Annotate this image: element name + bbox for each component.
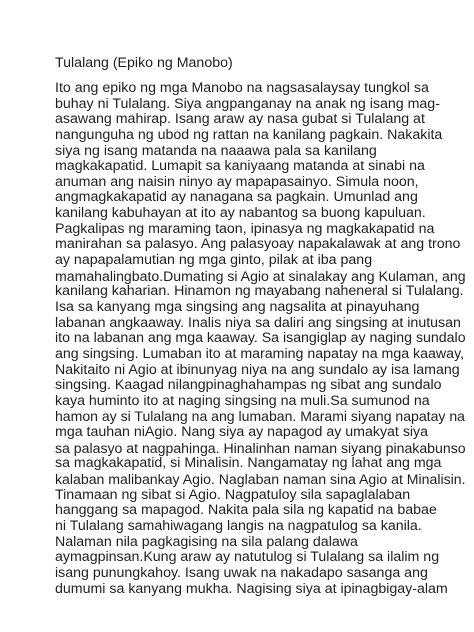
text-line: asawang mahirap. Isang araw ay nasa gubat si Tulalang at xyxy=(55,111,425,128)
text-line: kaya huminto ito at naging singsing na muli.Sa sumunod na xyxy=(55,392,430,409)
text-line: ni Tulalang samahiwagang langis na nagpatulog sa kanila. xyxy=(55,517,422,534)
text-line: kanilang kaharian. Hinamon ng mayabang naheneral si Tulalang. xyxy=(55,283,464,300)
text-line: kanilang kabuhayan at ito ay nabantog sa buong kapuluan. xyxy=(55,205,426,222)
text-line: mamahalingbato.Dumating si Agio at sinalakay ang Kulaman, ang xyxy=(55,267,466,284)
text-line: siya ng isang matanda na naaawa pala sa kanilang xyxy=(55,142,377,159)
text-line: Pagkalipas ng maraming taon, ipinasya ng magkakapatid na xyxy=(55,220,435,237)
text-line: nangunguha ng ubod ng rattan na kanilang pagkain. Nakakita xyxy=(55,126,443,143)
text-line: mga tauhan niAgio. Nang siya ay napagod ay umakyat siya xyxy=(55,424,429,441)
text-line: Nalaman nila pagkagising na sila palang dalawa xyxy=(55,533,358,550)
text-line: kalaban malibankay Agio. Naglaban naman sina Agio at Minalisin. xyxy=(55,471,466,488)
text-line: sa magkakapatid, si Minalisin. Nangamatay ng lahat ang mga xyxy=(55,455,442,472)
document-body xyxy=(55,81,465,597)
text-line: Ito ang epiko ng mga Manobo na nagsasalaysay tungkol sa xyxy=(55,80,429,96)
text-line: magkakapatid. Lumapit sa kaniyaang matanda at sinabi na xyxy=(55,158,425,175)
text-line: singsing. Kaagad nilangpinaghahampas ng sibat ang sundalo xyxy=(55,377,442,394)
text-line: isang punungkahoy. Isang uwak na nakadapo sasanga ang xyxy=(55,564,428,581)
text-line: hanggang sa mapagod. Nakita pala sila ng kapatid na babae xyxy=(55,502,437,519)
text-line: ito na labanan ang mga kaaway. Sa isangiglap ay naging sundalo xyxy=(55,330,466,347)
text-line: anuman ang naisin ninyo ay mapapasainyo. Simula noon, xyxy=(55,173,419,190)
text-line: ang singsing. Lumaban ito at maraming napatay na mga kaaway, xyxy=(55,345,465,362)
text-line: Isa sa kanyang mga singsing ang nagsalita at pinayuhang xyxy=(55,298,420,315)
text-line: hamon ay si Tulalang na ang lumaban. Marami siyang napatay na xyxy=(55,408,465,425)
text-line: sa palasyo at nagpahinga. Hinalinhan naman siyang pinakabunso xyxy=(55,439,466,456)
document-title: Tulalang (Epiko ng Manobo) xyxy=(55,55,233,71)
text-line: ay napapalamutian ng mga ginto, pilak at iba pang xyxy=(55,252,373,269)
text-line: manirahan sa palasyo. Ang palasyoay napakalawak at ang trono xyxy=(55,236,461,253)
text-line: angmagkakapatid ay nanagana sa pagkain. Umunlad ang xyxy=(55,189,418,206)
text-line: labanan angkaaway. Inalis niya sa daliri ang singsing at inutusan xyxy=(55,314,461,331)
text-line: aymagpinsan.Kung araw ay natutulog si Tulalang sa ilalim ng xyxy=(55,549,440,566)
text-line: dumumi sa kanyang mukha. Nagising siya at ipinagbigay-alam xyxy=(55,580,448,597)
text-line: Nakitaito ni Agio at ibinunyag niya na ang sundalo ay isa lamang xyxy=(55,361,460,378)
text-line: Tinamaan ng sibat si Agio. Nagpatuloy sila sapaglalaban xyxy=(55,486,411,503)
text-line: buhay ni Tulalang. Siya angpanganay na anak ng isang mag- xyxy=(55,95,440,112)
